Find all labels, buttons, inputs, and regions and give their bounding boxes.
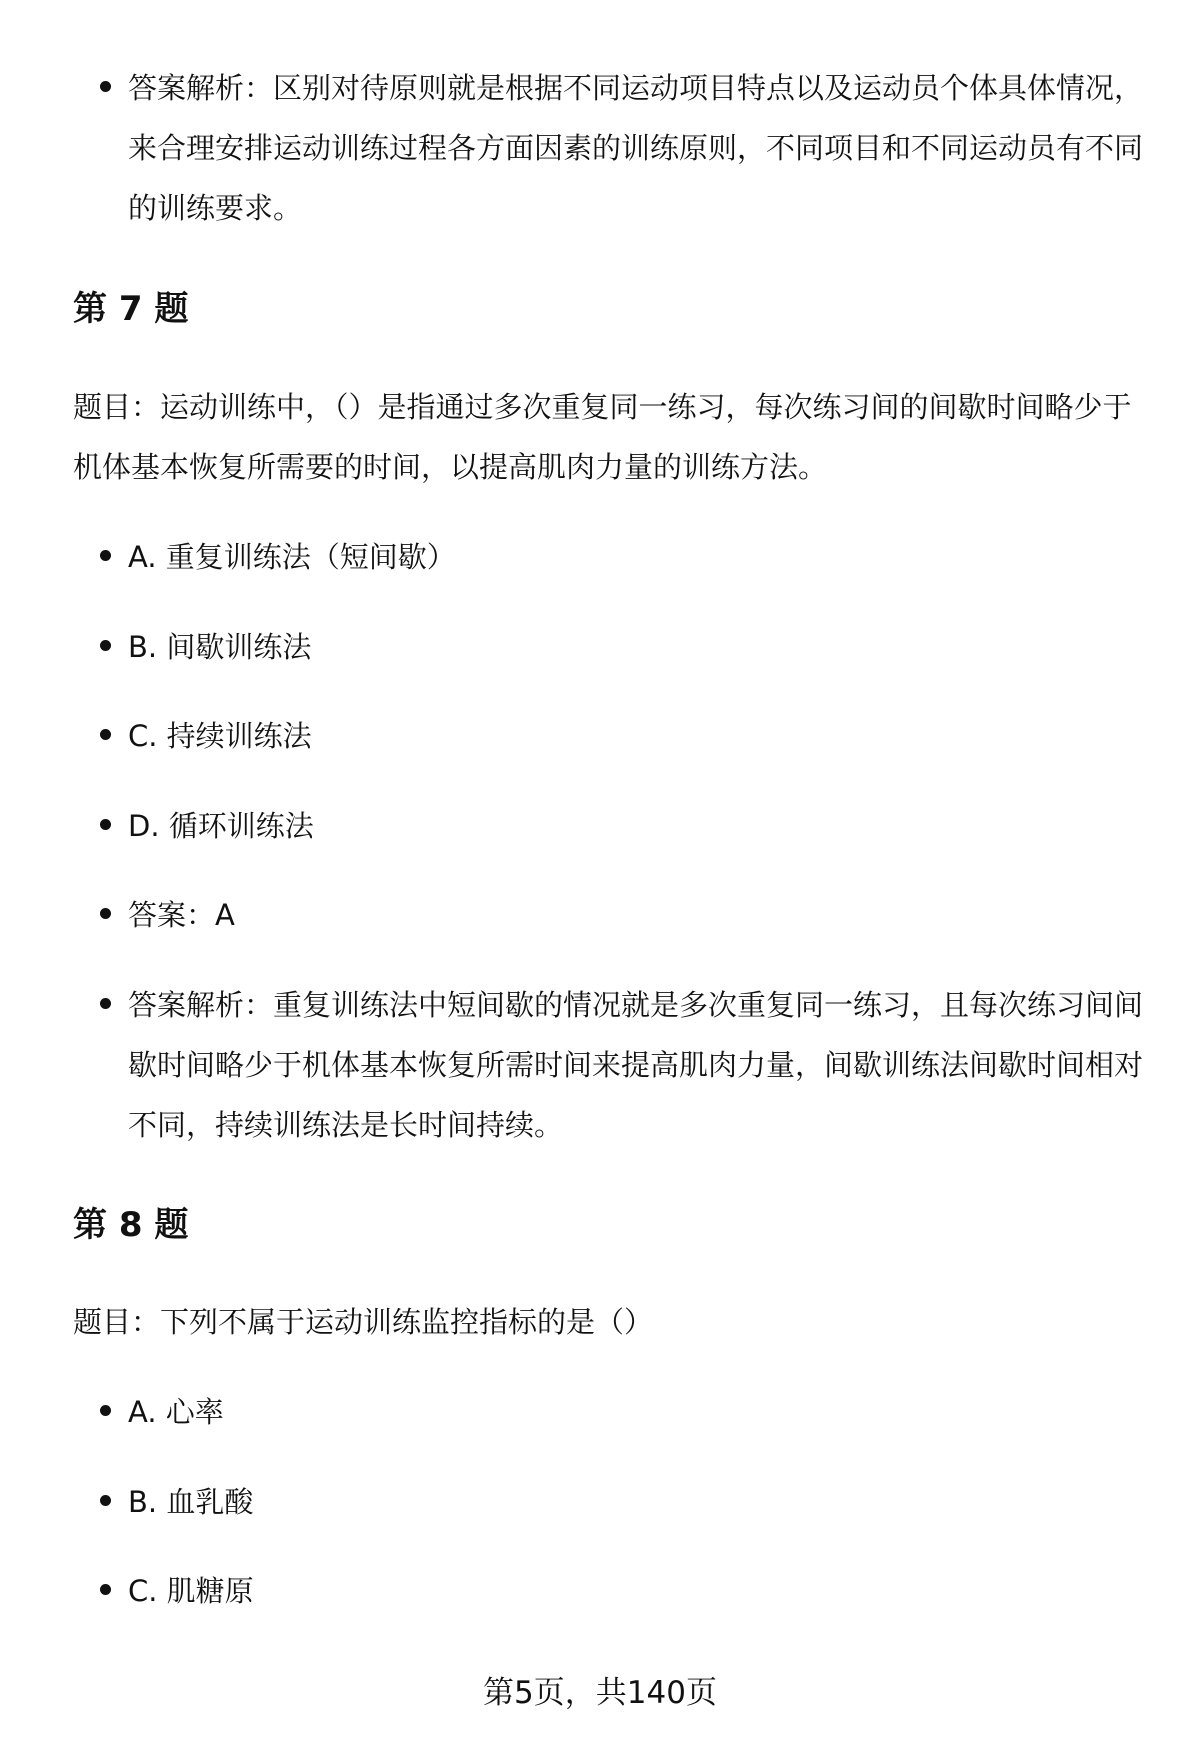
q8-option-a: A. 心率	[128, 1382, 1148, 1442]
q7-option-a: A. 重复训练法（短间歇）	[128, 527, 1148, 587]
q6-analysis: 答案解析：区别对待原则就是根据不同运动项目特点以及运动员个体具体情况，来合理安排运动训练过程各方面因素的训练原则，不同项目和不同运动员有不同的训练要求。	[128, 58, 1148, 238]
q7-option-b: B. 间歇训练法	[128, 617, 1148, 677]
q8-option-b: B. 血乳酸	[128, 1472, 1148, 1532]
q7-answer: 答案：A	[128, 885, 1148, 945]
q7-analysis: 答案解析：重复训练法中短间歇的情况就是多次重复同一练习，且每次练习间间歇时间略少于机体基本恢复所需时间来提高肌肉力量，间歇训练法间歇时间相对不同，持续训练法是长时间持续。	[128, 975, 1148, 1155]
q8-option-c: C. 肌糖原	[128, 1561, 1148, 1621]
page-number-footer: 第5页，共140页	[483, 1675, 717, 1711]
q7-heading: 第 7 题	[73, 289, 189, 329]
q8-heading: 第 8 题	[73, 1205, 189, 1245]
q8-question: 题目：下列不属于运动训练监控指标的是（）	[73, 1305, 654, 1339]
q7-option-d: D. 循环训练法	[128, 796, 1148, 856]
q7-option-c: C. 持续训练法	[128, 706, 1148, 766]
q7-question: 题目：运动训练中，（）是指通过多次重复同一练习，每次练习间的间歇时间略少于机体基本恢复所需要的时间，以提高肌肉力量的训练方法。	[73, 390, 1132, 484]
